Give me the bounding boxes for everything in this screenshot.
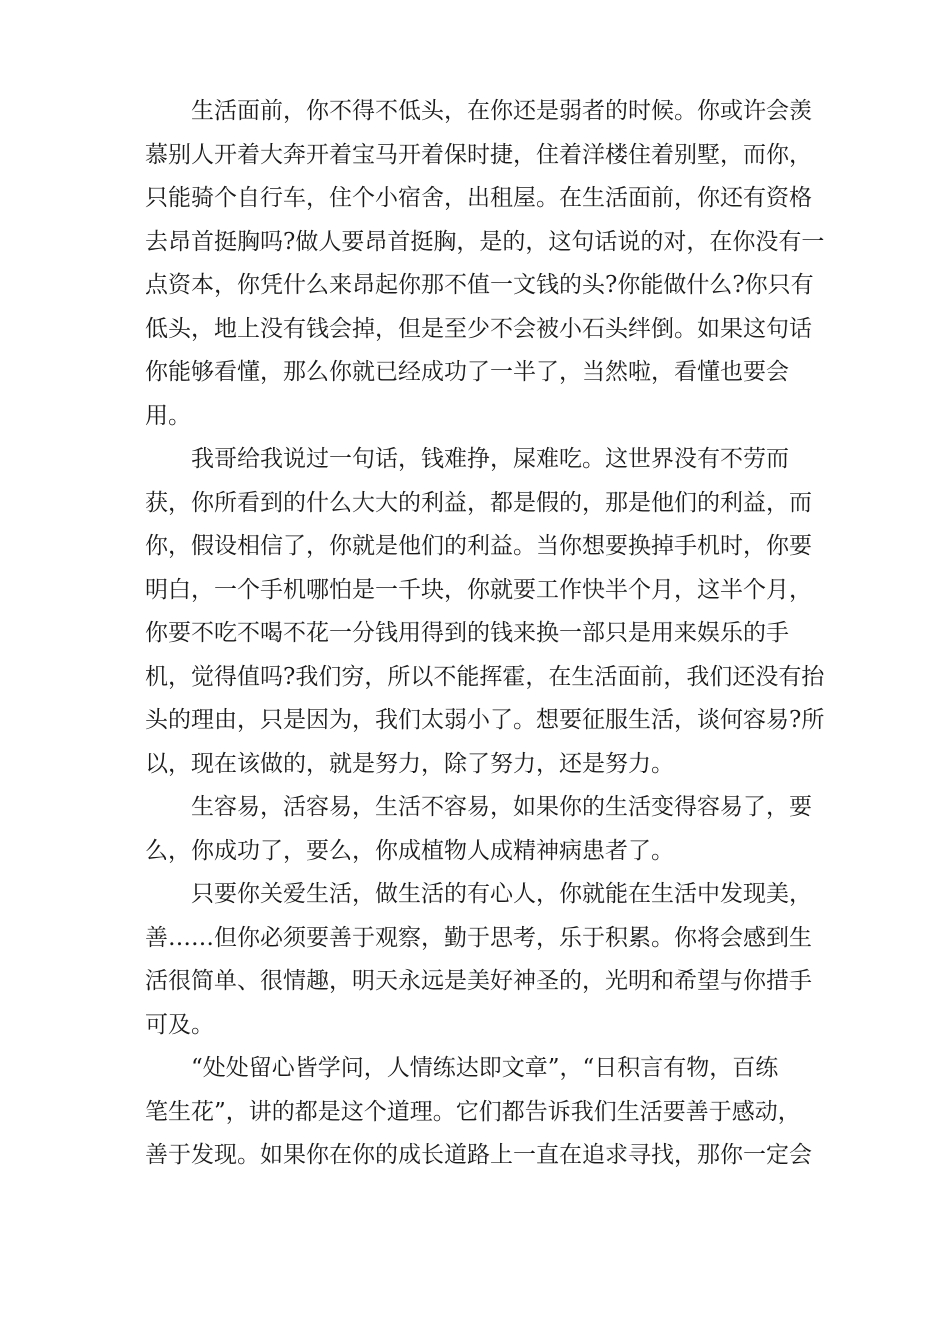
text-line: 善……但你必须要善于观察，勤于思考，乐于积累。你将会感到生 xyxy=(145,924,812,951)
text-line: 笔生花”，讲的都是这个道理。它们都告诉我们生活要善于感动， xyxy=(145,1098,801,1125)
text-line: 可及。 xyxy=(145,1011,214,1038)
text-line: 你能够看懂，那么你就已经成功了一半了，当然啦，看懂也要会 xyxy=(145,359,789,385)
paragraph-4 xyxy=(145,873,810,1047)
text-line: 头的理由，只是因为，我们太弱小了。想要征服生活，谈何容易?所 xyxy=(145,707,825,733)
text-line: 你，假设相信了，你就是他们的利益。当你想要换掉手机时，你要 xyxy=(145,533,812,559)
text-line: 生容易，活容易，生活不容易，如果你的生活变得容易了，要 xyxy=(191,794,812,820)
text-line: 用。 xyxy=(145,402,191,429)
paragraph-2 xyxy=(145,438,825,786)
paragraph-3 xyxy=(145,786,810,873)
text-line: 机，觉得值吗?我们穷，所以不能挥霍，在生活面前，我们还没有抬 xyxy=(145,663,825,690)
document-body xyxy=(145,90,825,1178)
paragraph-1 xyxy=(145,90,825,438)
text-line: 我哥给我说过一句话，钱难挣，屎难吃。这世界没有不劳而 xyxy=(191,446,789,472)
text-line: 活很简单、很情趣，明天永远是美好神圣的，光明和希望与你措手 xyxy=(145,968,812,994)
text-line: 获，你所看到的什么大大的利益，都是假的，那是他们的利益，而 xyxy=(145,489,812,516)
text-line: 么，你成功了，要么，你成植物人成精神病患者了。 xyxy=(145,837,674,864)
text-line: 明白，一个手机哪怕是一千块，你就要工作快半个月，这半个月， xyxy=(145,576,812,603)
text-line: 慕别人开着大奔开着宝马开着保时捷，住着洋楼住着别墅，而你， xyxy=(145,141,812,168)
text-line: 点资本，你凭什么来昂起你那不值一文钱的头?你能做什么?你只有 xyxy=(145,272,814,298)
paragraph-5 xyxy=(145,1047,810,1178)
text-line: 生活面前，你不得不低头，在你还是弱者的时候。你或许会羡 xyxy=(191,98,812,124)
text-line: 你要不吃不喝不花一分钱用得到的钱来换一部只是用来娱乐的手 xyxy=(145,620,789,646)
text-line: 低头，地上没有钱会掉，但是至少不会被小石头绊倒。如果这句话 xyxy=(145,315,812,342)
text-line: 只要你关爱生活，做生活的有心人，你就能在生活中发现美， xyxy=(191,881,812,907)
text-line: 只能骑个自行车，住个小宿舍，出租屋。在生活面前，你还有资格 xyxy=(145,185,812,211)
text-line: “处处留心皆学问，人情练达即文章”，“日积言有物，百练 xyxy=(191,1055,779,1081)
text-line: 善于发现。如果你在你的成长道路上一直在追求寻找，那你一定会 xyxy=(145,1142,812,1168)
text-line: 去昂首挺胸吗?做人要昂首挺胸，是的，这句话说的对，在你没有一 xyxy=(145,228,825,255)
text-line: 以，现在该做的，就是努力，除了努力，还是努力。 xyxy=(145,750,674,777)
